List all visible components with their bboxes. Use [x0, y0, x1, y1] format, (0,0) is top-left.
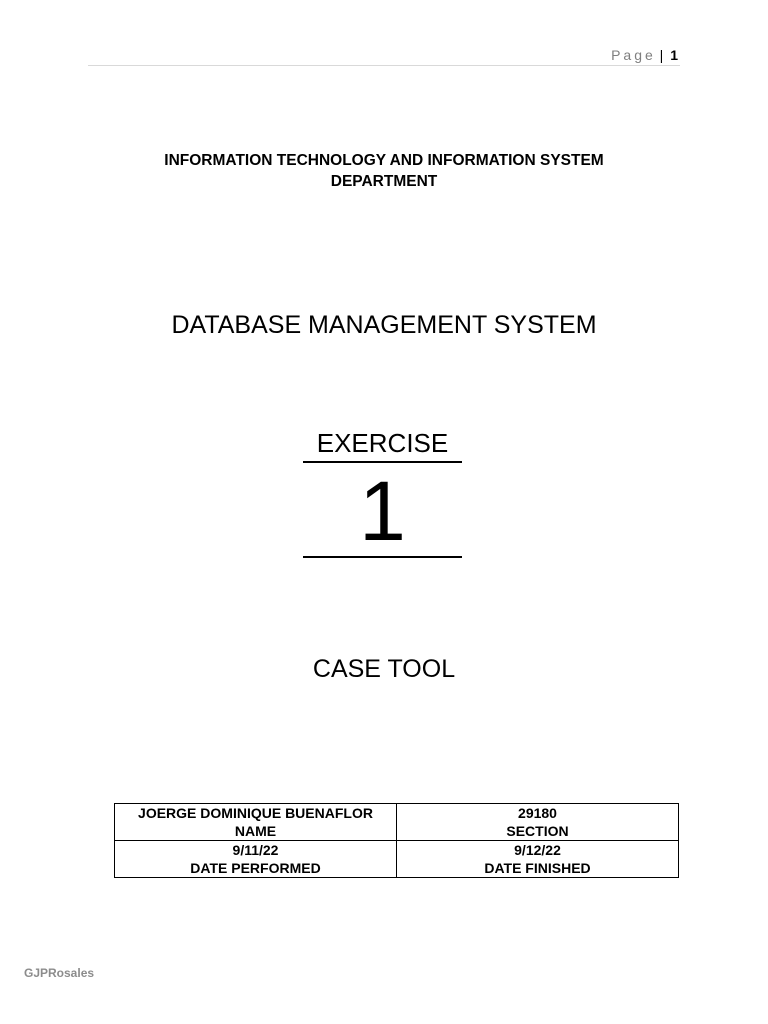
- date-performed-value: 9/11/22: [115, 841, 397, 860]
- department-line-2: DEPARTMENT: [330, 173, 438, 190]
- name-label: NAME: [115, 822, 397, 841]
- department-line-1: INFORMATION TECHNOLOGY AND INFORMATION SYSTEM: [164, 152, 604, 169]
- date-finished-label: DATE FINISHED: [397, 859, 679, 878]
- date-finished-value: 9/12/22: [397, 841, 679, 860]
- page-number-indicator: [611, 46, 678, 64]
- department-title: [0, 150, 768, 192]
- page-header: [88, 46, 680, 66]
- table-row: [115, 804, 679, 823]
- page-word: Page: [611, 47, 656, 63]
- author-watermark: GJPRosales: [24, 966, 95, 980]
- name-value: JOERGE DOMINIQUE BUENAFLOR: [115, 804, 397, 823]
- section-value: 29180: [397, 804, 679, 823]
- student-info-table: [114, 803, 679, 878]
- topic-title: CASE TOOL: [312, 655, 456, 683]
- date-performed-label: DATE PERFORMED: [115, 859, 397, 878]
- table-row: [115, 859, 679, 878]
- table-row: [115, 841, 679, 860]
- table-row: [115, 822, 679, 841]
- page-number: 1: [670, 47, 678, 63]
- course-title: DATABASE MANAGEMENT SYSTEM: [171, 311, 597, 339]
- exercise-label: EXERCISE: [303, 427, 462, 463]
- exercise-number: 1: [303, 468, 462, 558]
- section-label: SECTION: [397, 822, 679, 841]
- page-separator: |: [659, 47, 664, 63]
